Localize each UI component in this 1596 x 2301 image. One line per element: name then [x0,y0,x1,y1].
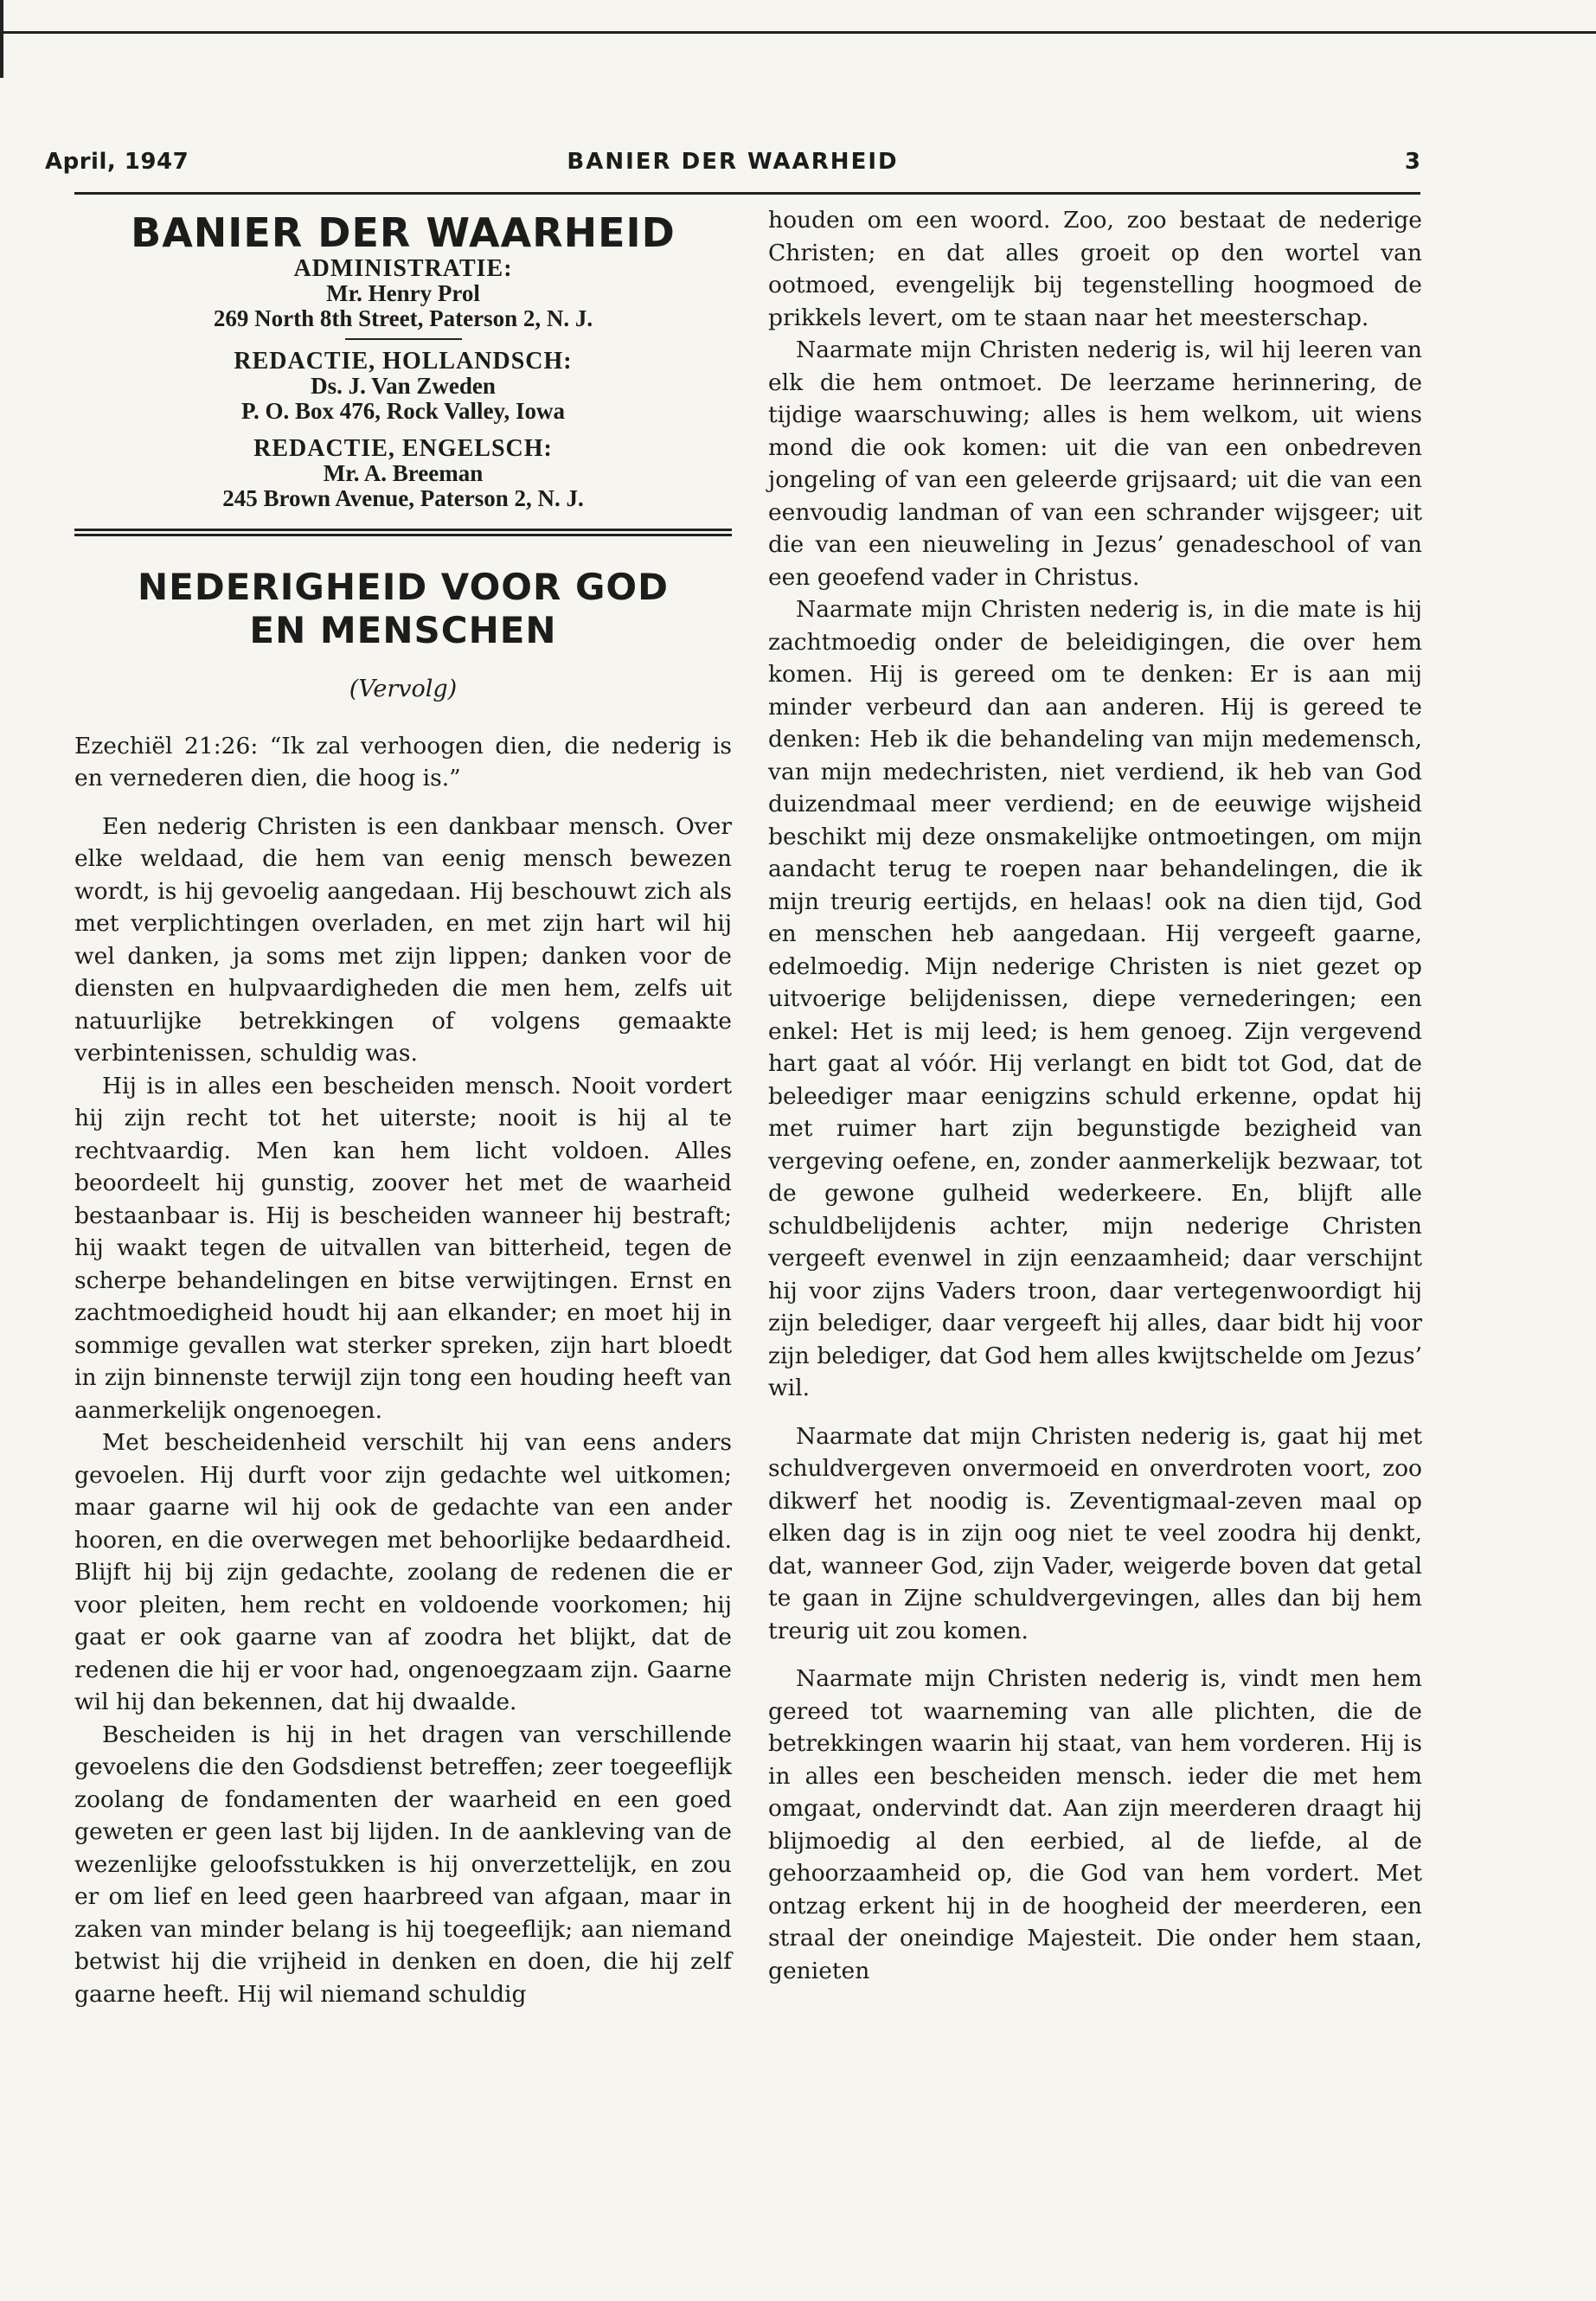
admin-heading: ADMINISTRATIE: [293,255,513,282]
page-edge-mark [0,0,3,78]
paragraph: Naarmate dat mijn Christen nederig is, gaat hij met schuldvergeven onvermoeid en onverdroten voort, zoo dikwerf het noodig is. Zeventigmaal-zeven maal op elken dag is in zijn oog niet te veel zoodra hij denkt, dat, wanneer God, zijn Vader, weigerde boven dat getal te gaan in Zijne schuldvergevingen, alles dan bij hem treurig uit zou komen. [768,1422,1422,1644]
paragraph: Naarmate mijn Christen nederig is, vindt men hem gereed tot waarneming van alle plichten, die de betrekkingen waarin hij staat, van hem vorderen. Hij is in alles een bescheiden mensch. ieder die met hem omgaat, ondervindt dat. Aan zijn meerderen draagt hij blijmoedig al den eerbied, al de liefde, al de gehoorzaamheid op, die God van hem vordert. Met ontzag erkent hij in de hoogheid der meerderen, een straal der oneindige Majesteit. Die onder hem staan, genieten [768,1665,1422,1984]
paragraph: Bescheiden is hij in het dragen van verschillende gevoelens die den Godsdienst betreffen; zeer toegeeflijk zoolang de fondamenten der waarheid en een goed geweten er geen last bij lijden. In de aankleving van de wezenlijke geloofsstukken is hij onverzettelijk, en zou er om lief en leed geen haarbreed van afgaan, maar in zaken van minder belang is hij toegeeflijk; aan niemand betwist hij die vrijheid in denken en doen, die hij zelf gaarne heeft. Hij wil niemand schuldig [74,1721,732,2008]
article-title-line2: EN MENSCHEN [249,609,557,651]
right-column [768,204,1422,1987]
redactie-nl-address: P. O. Box 476, Rock Valley, Iowa [240,398,566,424]
article-title-line1: NEDERIGHEID VOOR GOD [138,566,669,608]
redactie-nl-heading: REDACTIE, HOLLANDSCH: [234,348,573,375]
masthead-gap [74,424,732,436]
redactie-en-heading: REDACTIE, ENGELSCH: [253,435,553,462]
header-rule [74,192,1420,195]
redactie-nl-name: Ds. J. Van Zweden [311,373,496,399]
running-header-title: BANIER DER WAARHEID [567,149,899,175]
running-header-date: April, 1947 [45,149,189,175]
redactie-en-address: 245 Brown Avenue, Paterson 2, N. J. [222,485,584,511]
masthead-double-rule [74,529,732,536]
page-number: 3 [1404,149,1420,175]
masthead-separator [345,338,462,340]
running-header [45,149,1420,183]
scripture-quote: Ezechiël 21:26: “Ik zal verhoogen dien, die nederig is en vernederen dien, die hoog is.” [74,732,732,792]
admin-name: Mr. Henry Prol [326,280,480,306]
scan-top-rule [0,31,1596,34]
article-title [74,566,732,652]
masthead-title: BANIER DER WAARHEID [131,209,676,256]
paragraph: Met bescheidenheid verschilt hij van eens anders gevoelen. Hij durft voor zijn gedachte wel uitkomen; maar gaarne wil hij ook de gedachte van een ander hooren, en die overwegen met behoorlijke bedaardheid. Blijft hij bij zijn gedachte, zoolang de redenen die er voor pleiten, hem recht en voldoende voorkomen; hij gaat er ook gaarne van af zoodra het blijkt, dat de redenen die hij er voor had, ongenoegzaam zijn. Gaarne wil hij dan bekennen, dat hij dwaalde. [74,1429,732,1715]
article-subtitle: (Vervolg) [349,676,458,702]
paragraph: Naarmate mijn Christen nederig is, wil hij leeren van elk die hem ontmoet. De leerzame herinnering, de tijdige waarschuwing; alles is hem welkom, uit wiens mond die ook komen: uit die van een onbedreven jongeling of van een geleerde grijsaard; uit die van een eenvoudig landman of van een schrander wijsgeer; uit die van een nieuweling in Jezus’ genadeschool of van een geoefend vader in Christus. [768,336,1422,591]
admin-address: 269 North 8th Street, Paterson 2, N. J. [213,305,593,331]
paragraph: Een nederig Christen is een dankbaar mensch. Over elke weldaad, die hem van eenig mensch bewezen wordt, is hij gevoelig aangedaan. Hij beschouwt zich als met verplichtingen overladen, en met zijn hart wil hij wel danken, ja soms met zijn lippen; danken voor de diensten en hulpvaardigheden die men hem, zelfs uit natuurlijke betrekkingen of volgens gemaakte verbintenissen, schuldig was. [74,812,732,1067]
masthead [74,209,732,536]
paragraph: Naarmate mijn Christen nederig is, in die mate is hij zachtmoedig onder de beleidigingen, die over hem komen. Hij is gereed om te denken: Er is aan mij minder verbeurd dan aan anderen. Hij is gereed te denken: Heb ik die behandeling van mijn medemensch, van mijn medechristen, niet verdiend, ik heb van God duizendmaal meer verdiend; en de eeuwige wijsheid beschikt mij deze onsmakelijke ontmoetingen, om mijn aandacht terug te roepen naar behandelingen, die ik mijn treurig eertijds, en helaas! ook na dien tijd, God en menschen heb aangedaan. Hij vergeeft gaarne, edelmoedig. Mijn nederige Christen is niet gezet op uitvoerige belijdenissen, diepe vernederingen; een enkel: Het is mij leed; is hem genoeg. Zijn vergevend hart gaat al vóór. Hij verlangt en bidt tot God, dat de beleediger maar eenigzins schuld erkenne, opdat hij met ruimer hart zijn begunstigde bezigheid van vergeving oefene, en, zonder aanmerkelijk bezwaar, tot de gewone gulheid wederkeere. En, blijft alle schuldbelijdenis achter, mijn nederige Christen vergeeft evenwel in zijn eenzaamheid; daar verschijnt hij voor zijns Vaders troon, daar vertegenwoordigt hij zijn belediger, daar vergeeft hij alles, daar bidt hij voor zijn belediger, dat God hem alles kwijtschelde om Jezus’ wil. [768,596,1422,1401]
paragraph: houden om een woord. Zoo, zoo bestaat de nederige Christen; en dat alles groeit op den wortel van ootmoed, evengelijk bij tegenstelling hoogmoed de prikkels levert, om te staan naar het meesterschap. [768,207,1422,331]
paragraph: Hij is in alles een bescheiden mensch. Nooit vordert hij zijn recht tot het uiterste; nooit is hij al te rechtvaardig. Men kan hem licht voldoen. Alles beoordeelt hij gunstig, zoover het met de waarheid bestaanbaar is. Hij is bescheiden wanneer hij bestraft; hij waakt tegen de uitvallen van bitterheid, tegen de scherpe behandelingen en bitse verwijtingen. Ernst en zachtmoedigheid houdt hij aan elkander; en moet hij in sommige gevallen wat sterker spreken, zijn hart bloedt in zijn binnenste terwijl zijn tong een houding heeft van aanmerkelijk ongenoegen. [74,1072,732,1424]
redactie-en-name: Mr. A. Breeman [323,460,484,486]
left-column [74,204,732,2010]
